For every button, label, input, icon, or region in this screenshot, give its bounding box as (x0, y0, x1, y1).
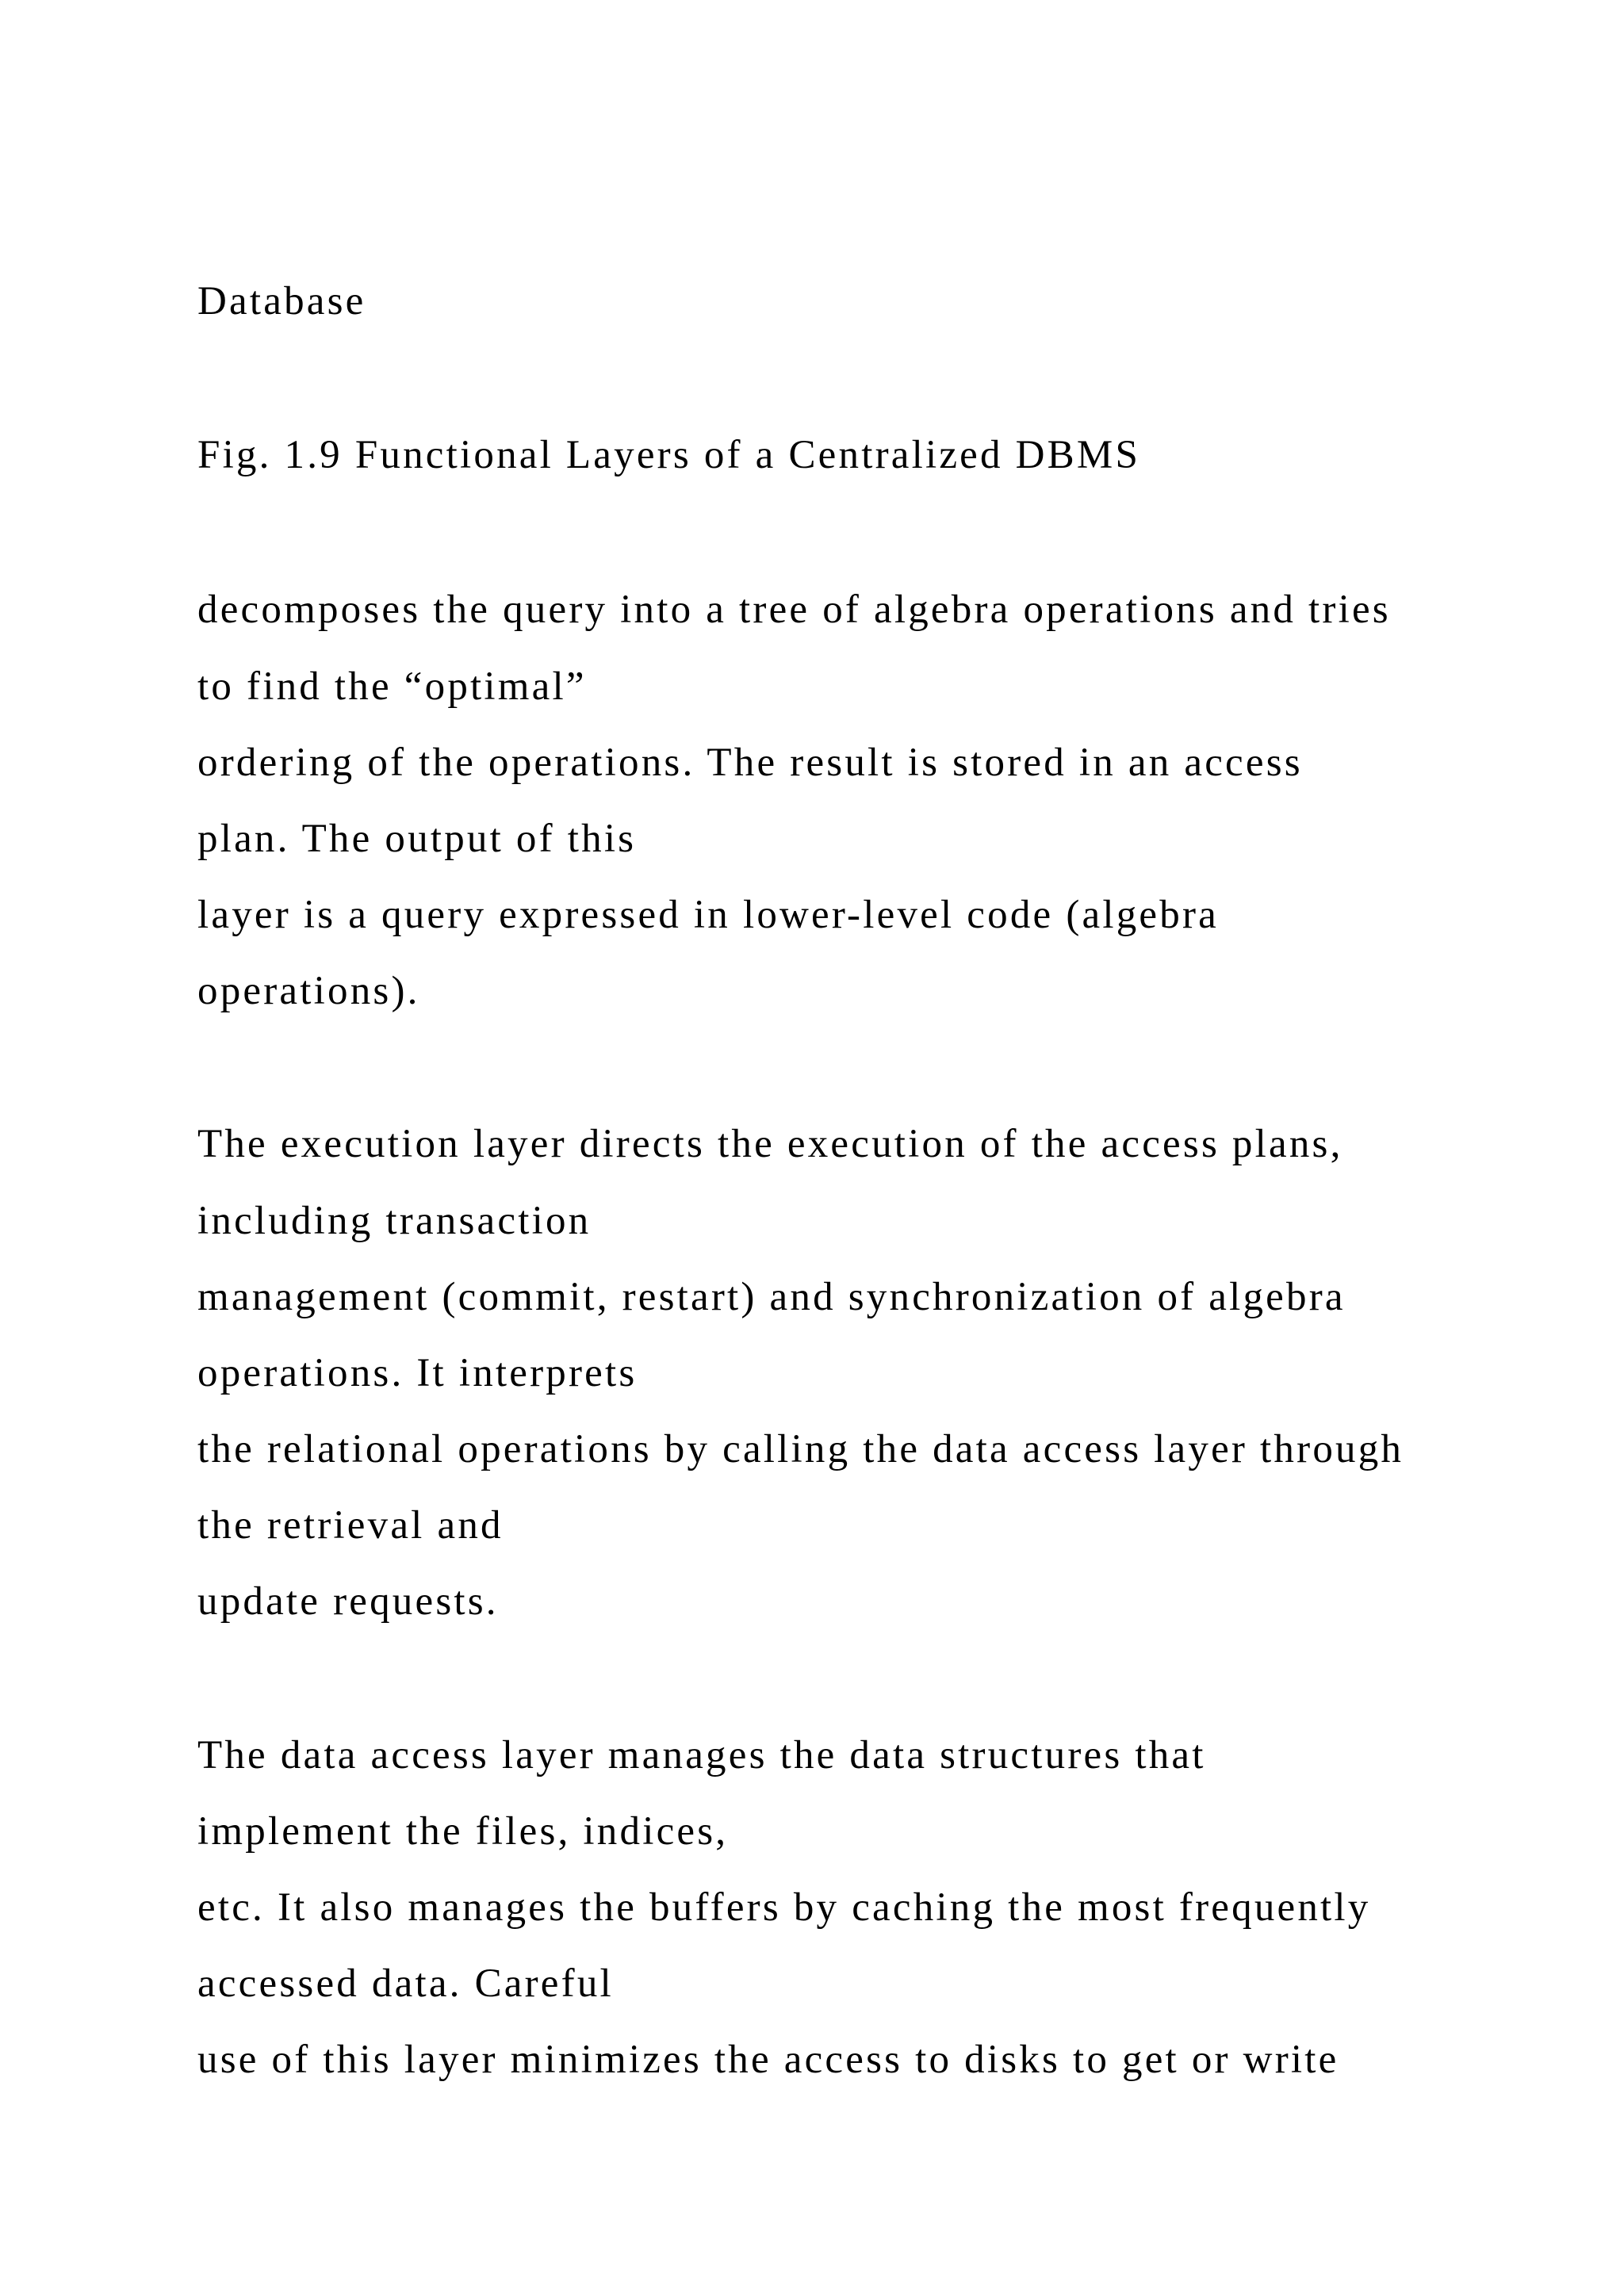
text-line: ordering of the operations. The result is stored in an access (197, 740, 1303, 785)
figure-caption: Fig. 1.9 Functional Layers of a Centralized DBMS (197, 433, 1141, 477)
text-line: including transaction (197, 1199, 592, 1243)
text-line: plan. The output of this (197, 817, 637, 861)
text-line: layer is a query expressed in lower-level code (algebra (197, 893, 1219, 937)
text-line: update requests. (197, 1579, 499, 1624)
text-line: accessed data. Careful (197, 1961, 614, 2006)
text-line: etc. It also manages the buffers by caching the most frequently (197, 1885, 1371, 1930)
text-line: operations). (197, 969, 420, 1013)
text-line: the relational operations by calling the data access layer through (197, 1427, 1404, 1471)
text-line: The data access layer manages the data structures that (197, 1733, 1206, 1777)
text-line: The execution layer directs the execution of the access plans, (197, 1122, 1343, 1166)
text-line: the retrieval and (197, 1503, 504, 1548)
text-line: decomposes the query into a tree of algebra operations and tries (197, 587, 1391, 632)
text-line: to find the “optimal” (197, 664, 587, 709)
text-line: management (commit, restart) and synchronization of algebra (197, 1275, 1346, 1319)
page-header: Database (197, 279, 366, 323)
text-line: operations. It interprets (197, 1351, 638, 1395)
text-line: implement the files, indices, (197, 1809, 729, 1854)
text-line: use of this layer minimizes the access to disks to get or write (197, 2038, 1339, 2082)
